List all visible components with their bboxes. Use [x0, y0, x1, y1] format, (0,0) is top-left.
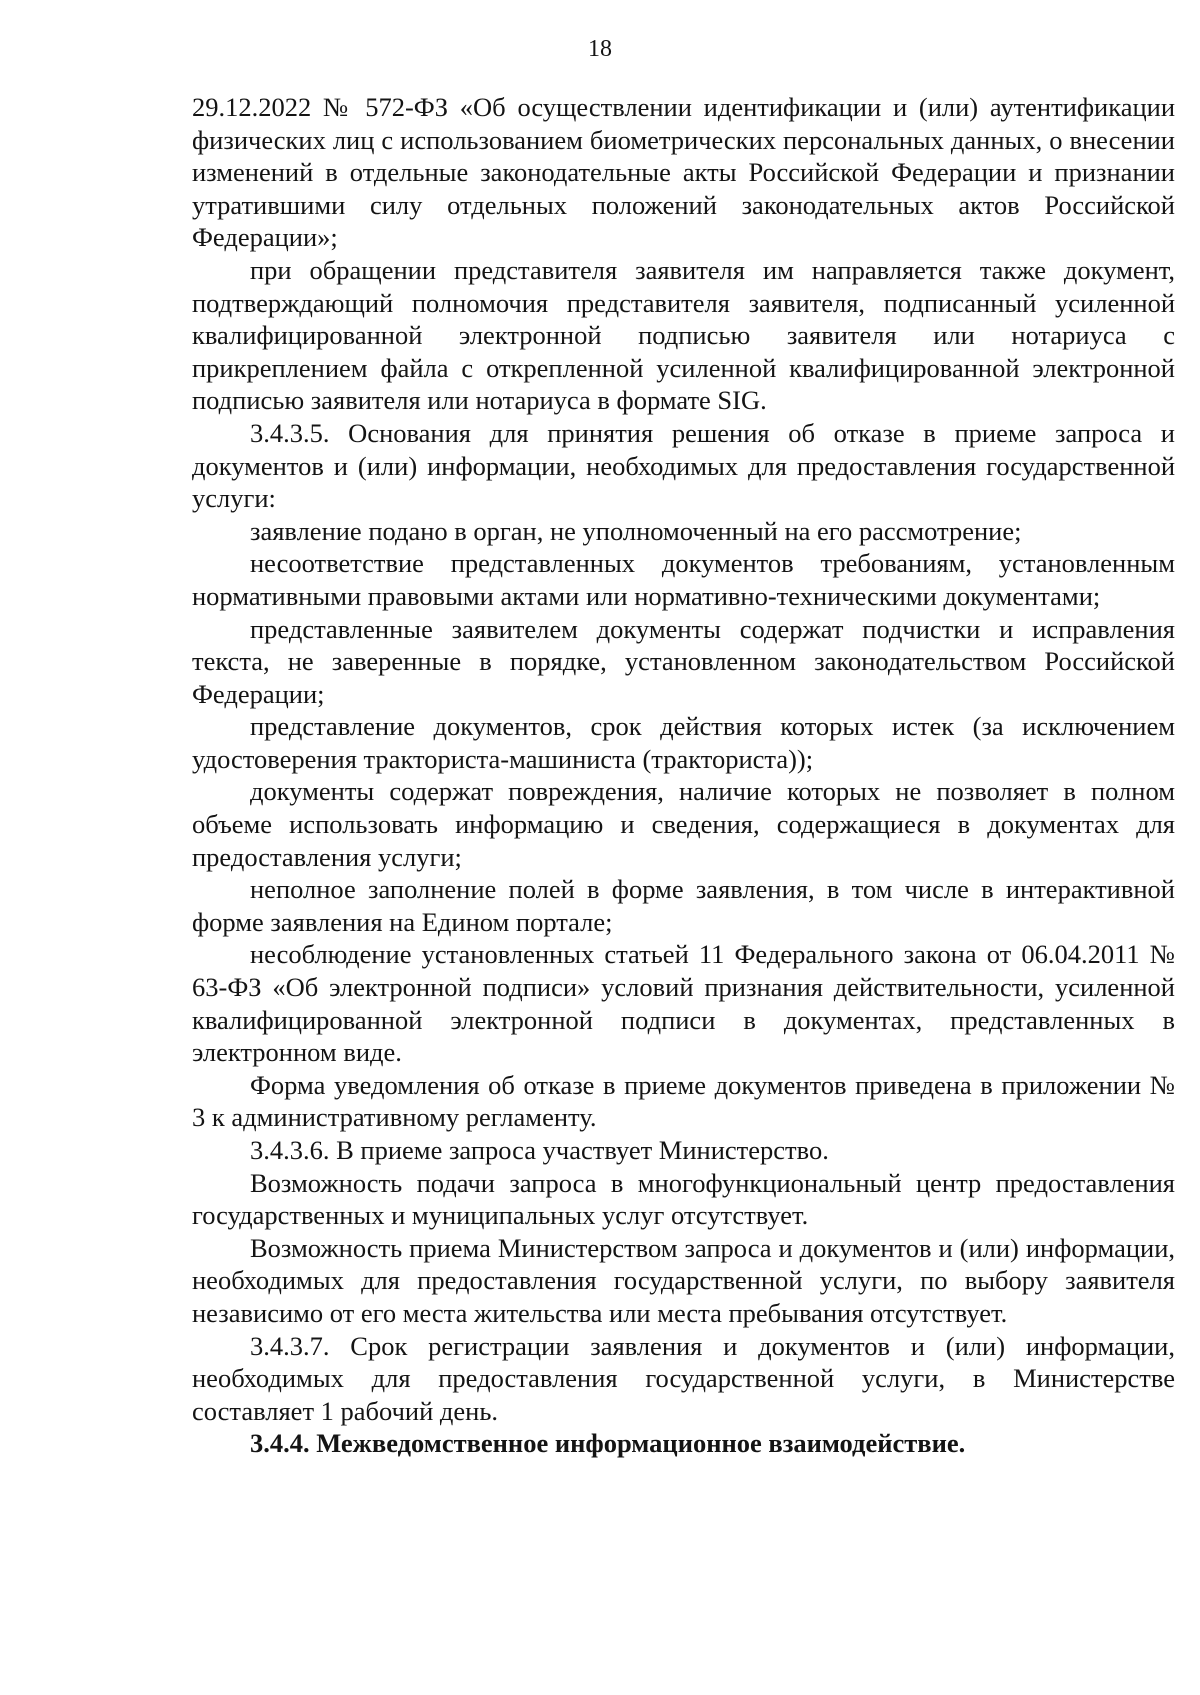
paragraph-refusal-ground-electronic-signature: несоблюдение установленных статьей 11 Федерального закона от 06.04.2011 № 63-ФЗ «Об электронной подписи» условий признания действительности, усиленной квалифицированной электронной подписи в документах, представленных в электронном виде. — [192, 939, 1175, 1068]
paragraph-refusal-ground-incomplete-form: неполное заполнение полей в форме заявления, в том числе в интерактивной форме заявления на Едином портале; — [192, 874, 1175, 937]
paragraph-representative-document: при обращении представителя заявителя им направляется также документ, подтверждающий полномочия представителя заявителя, подписанный усиленной квалифицированной электронной подписью заявителя или нотариуса с прикреплением файла с открепленной усиленной квалифицированной электронной подписью заявителя или нотариуса в формате SIG. — [192, 254, 1175, 416]
paragraph-section-3-4-3-7: 3.4.3.7. Срок регистрации заявления и документов и (или) информации, необходимых для предоставления государственной услуги, в Министерстве составляет 1 рабочий день. — [192, 1330, 1175, 1426]
paragraph-mfc-submission: Возможность подачи запроса в многофункциональный центр предоставления государственных и муниципальных услуг отсутствует. — [192, 1167, 1175, 1231]
paragraph-law-reference-continuation: 29.12.2022 № 572-ФЗ «Об осуществлении идентификации и (или) аутентификации физических лиц с использованием биометрических персональных данных, о внесении изменений в отдельные законодательные акты Российской Федерации и признании утратившими силу отдельных положений законодательных актов Российской Федерации»; — [192, 92, 1175, 253]
paragraph-refusal-notice-form: Форма уведомления об отказе в приеме документов приведена в приложении № 3 к административному регламенту. — [192, 1069, 1175, 1133]
paragraph-section-3-4-3-5: 3.4.3.5. Основания для принятия решения об отказе в приеме запроса и документов и (или) информации, необходимых для предоставления государственной услуги: — [192, 417, 1175, 514]
paragraph-refusal-ground-expired-documents: представление документов, срок действия которых истек (за исключением удостоверения тракториста-машиниста (тракториста)); — [192, 711, 1175, 774]
paragraph-refusal-ground-damaged-documents: документы содержат повреждения, наличие которых не позволяет в полном объеме использовать информацию и сведения, содержащиеся в документах для предоставления услуги; — [192, 776, 1175, 872]
paragraph-refusal-ground-requirements-mismatch: несоответствие представленных документов требованиям, установленным нормативными правовыми актами или нормативно-техническими документами; — [192, 548, 1175, 611]
page-number: 18 — [588, 36, 612, 62]
paragraph-refusal-ground-erasures: представленные заявителем документы содержат подчистки и исправления текста, не заверенные в порядке, установленном законодательством Российской Федерации; — [192, 613, 1175, 709]
paragraph-section-3-4-3-6: 3.4.3.6. В приеме запроса участвует Министерство. — [250, 1135, 829, 1165]
paragraph-refusal-ground-wrong-authority: заявление подано в орган, не уполномоченный на его рассмотрение; — [250, 515, 1022, 546]
section-heading-3-4-4: 3.4.4. Межведомственное информационное взаимодействие. — [250, 1428, 966, 1459]
paragraph-extraterritorial-acceptance: Возможность приема Министерством запроса и документов и (или) информации, необходимых для предоставления государственной услуги, по выбору заявителя независимо от его места жительства или места пребывания отсутствует. — [192, 1232, 1175, 1328]
document-body — [192, 91, 1175, 1460]
